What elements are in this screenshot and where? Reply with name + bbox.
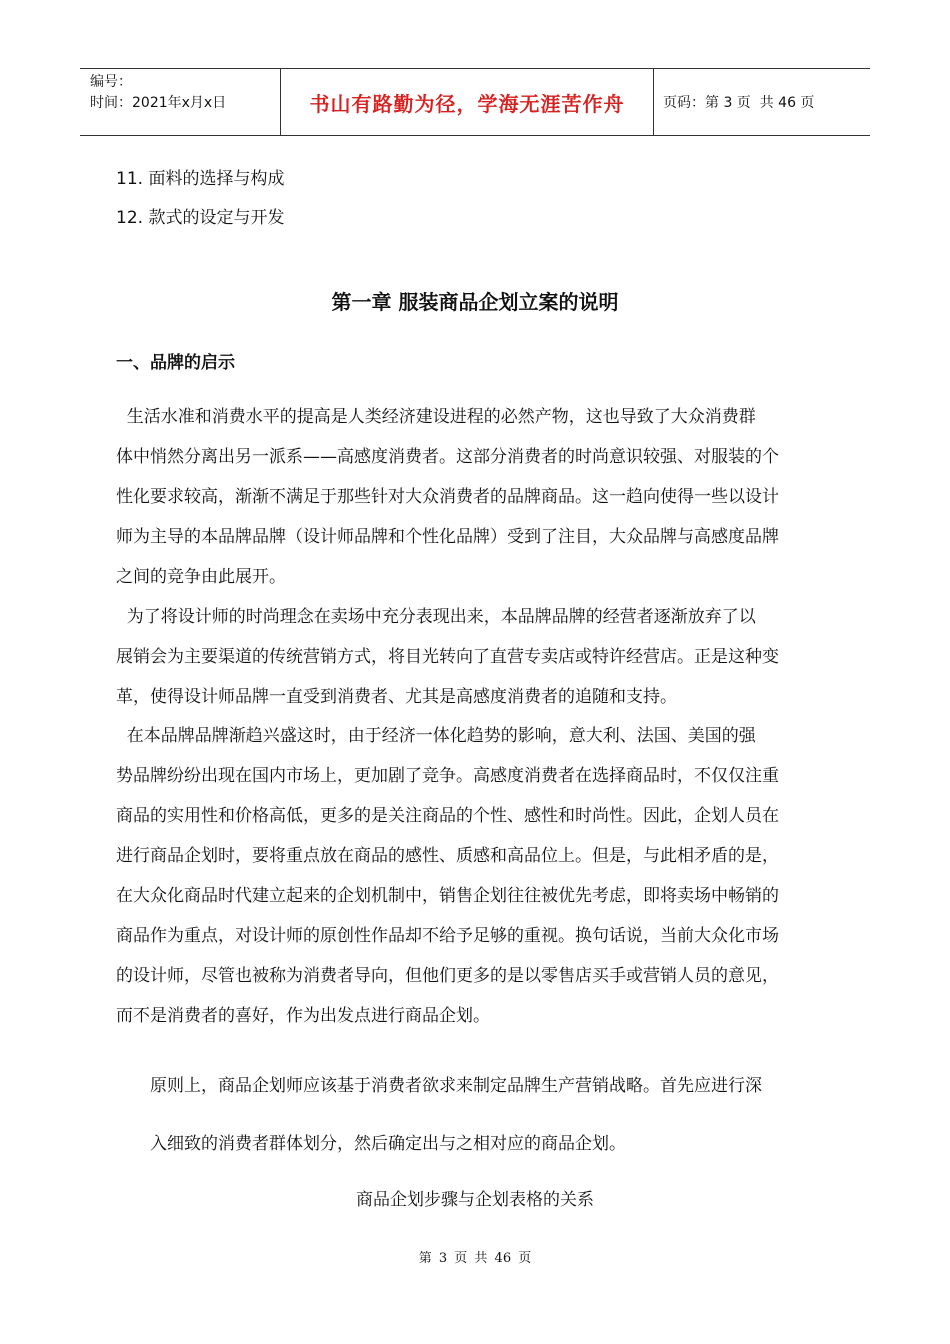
paragraph-3 xyxy=(116,716,836,1036)
time-label: 时间：2021年x月x日 xyxy=(90,95,227,111)
header-page-info: 页码：第 3 页 共 46 页 xyxy=(663,95,815,111)
paragraph-line: 为了将设计师的时尚理念在卖场中充分表现出来，本品牌品牌的经营者逐渐放弃了以 xyxy=(116,607,756,627)
paragraph-line: 进行商品企划时，要将重点放在商品的感性、质感和高品位上。但是，与此相矛盾的是， xyxy=(116,846,779,866)
number-label: 编号： xyxy=(90,74,132,90)
paragraph-line: 体中悄然分离出另一派系——高感度消费者。这部分消费者的时尚意识较强、对服装的个 xyxy=(116,447,779,467)
list-item: 12. 款式的设定与开发 xyxy=(116,208,285,228)
paragraph-line: 生活水准和消费水平的提高是人类经济建设进程的必然产物，这也导致了大众消费群 xyxy=(116,407,756,427)
section-title: 一、品牌的启示 xyxy=(116,353,235,373)
paragraph-line: 的设计师，尽管也被称为消费者导向，但他们更多的是以零售店买手或营销人员的意见， xyxy=(116,966,779,986)
paragraph-line: 而不是消费者的喜好，作为出发点进行商品企划。 xyxy=(116,1006,490,1026)
paragraph-line: 在大众化商品时代建立起来的企划机制中，销售企划往往被优先考虑，即将卖场中畅销的 xyxy=(116,886,779,906)
paragraph-line: 展销会为主要渠道的传统营销方式，将目光转向了直营专卖店或特许经营店。正是这种变 xyxy=(116,647,779,667)
paragraph-line: 在本品牌品牌渐趋兴盛这时，由于经济一体化趋势的影响，意大利、法国、美国的强 xyxy=(116,726,756,746)
paragraph-line: 商品作为重点，对设计师的原创性作品却不给予足够的重视。换句话说，当前大众化市场 xyxy=(116,926,779,946)
principle-line-1: 原则上，商品企划师应该基于消费者欲求来制定品牌生产营销战略。首先应进行深 xyxy=(150,1076,762,1096)
chapter-title: 第一章 服装商品企划立案的说明 xyxy=(331,290,619,314)
paragraph-line: 性化要求较高，渐渐不满足于那些针对大众消费者的品牌商品。这一趋向使得一些以设计 xyxy=(116,487,779,507)
paragraph-line: 革，使得设计师品牌一直受到消费者、尤其是高感度消费者的追随和支持。 xyxy=(116,687,677,707)
header-motto: 书山有路勤为径，学海无涯苦作舟 xyxy=(281,69,654,135)
header-meta xyxy=(80,69,281,135)
principle-line-2: 入细致的消费者群体划分，然后确定出与之相对应的商品企划。 xyxy=(150,1134,626,1154)
paragraph-line: 势品牌纷纷出现在国内市场上，更加剧了竞争。高感度消费者在选择商品时，不仅仅注重 xyxy=(116,766,779,786)
list-item: 11. 面料的选择与构成 xyxy=(116,169,285,189)
paragraph-line: 商品的实用性和价格高低，更多的是关注商品的个性、感性和时尚性。因此，企划人员在 xyxy=(116,806,779,826)
paragraph-line: 之间的竞争由此展开。 xyxy=(116,567,286,587)
page-footer: 第 3 页 共 46 页 xyxy=(418,1251,532,1266)
paragraph-1 xyxy=(116,397,836,597)
page-header xyxy=(80,68,870,136)
paragraph-line: 师为主导的本品牌品牌（设计师品牌和个性化品牌）受到了注目，大众品牌与高感度品牌 xyxy=(116,527,779,547)
caption: 商品企划步骤与企划表格的关系 xyxy=(356,1190,594,1210)
paragraph-2 xyxy=(116,597,836,717)
